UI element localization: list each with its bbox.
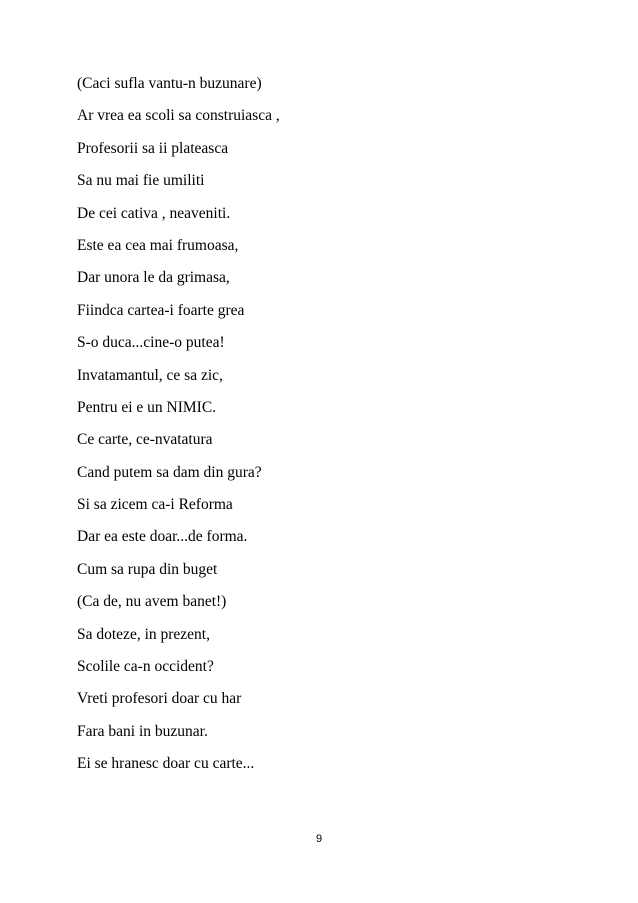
poem-line: Si sa zicem ca-i Reforma <box>77 496 233 514</box>
poem-line: (Ca de, nu avem banet!) <box>77 593 227 611</box>
poem-line: Dar unora le da grimasa, <box>77 269 230 287</box>
poem-line: (Caci sufla vantu-n buzunare) <box>77 75 262 92</box>
poem-line: Fiindca cartea-i foarte grea <box>77 301 245 319</box>
poem-line: Ar vrea ea scoli sa construiasca , <box>77 107 280 125</box>
poem-line: Invatamantul, ce sa zic, <box>77 366 223 384</box>
poem-line: Profesorii sa ii plateasca <box>77 139 229 157</box>
poem-text <box>77 68 280 781</box>
page-number-text: 9 <box>315 833 323 845</box>
poem-line: Cum sa rupa din buget <box>77 560 218 578</box>
poem-line: S-o duca...cine-o putea! <box>77 334 225 352</box>
poem-line: Fara bani in buzunar. <box>77 722 208 740</box>
poem-line: Vreti profesori doar cu har <box>77 690 242 708</box>
poem-line: De cei cativa , neaveniti. <box>77 204 231 222</box>
poem-line: Cand putem sa dam din gura? <box>77 463 262 481</box>
poem-line: Ce carte, ce-nvatatura <box>77 431 213 449</box>
poem-line: Sa doteze, in prezent, <box>77 625 210 643</box>
page-number <box>0 833 638 845</box>
poem-line: Ei se hranesc doar cu carte... <box>77 755 255 773</box>
poem-line: Pentru ei e un NIMIC. <box>77 398 217 416</box>
poem-line: Sa nu mai fie umiliti <box>77 172 205 190</box>
poem-line: Dar ea este doar...de forma. <box>77 528 248 546</box>
poem-line: Scolile ca-n occident? <box>77 658 214 676</box>
poem-line: Este ea cea mai frumoasa, <box>77 236 239 254</box>
